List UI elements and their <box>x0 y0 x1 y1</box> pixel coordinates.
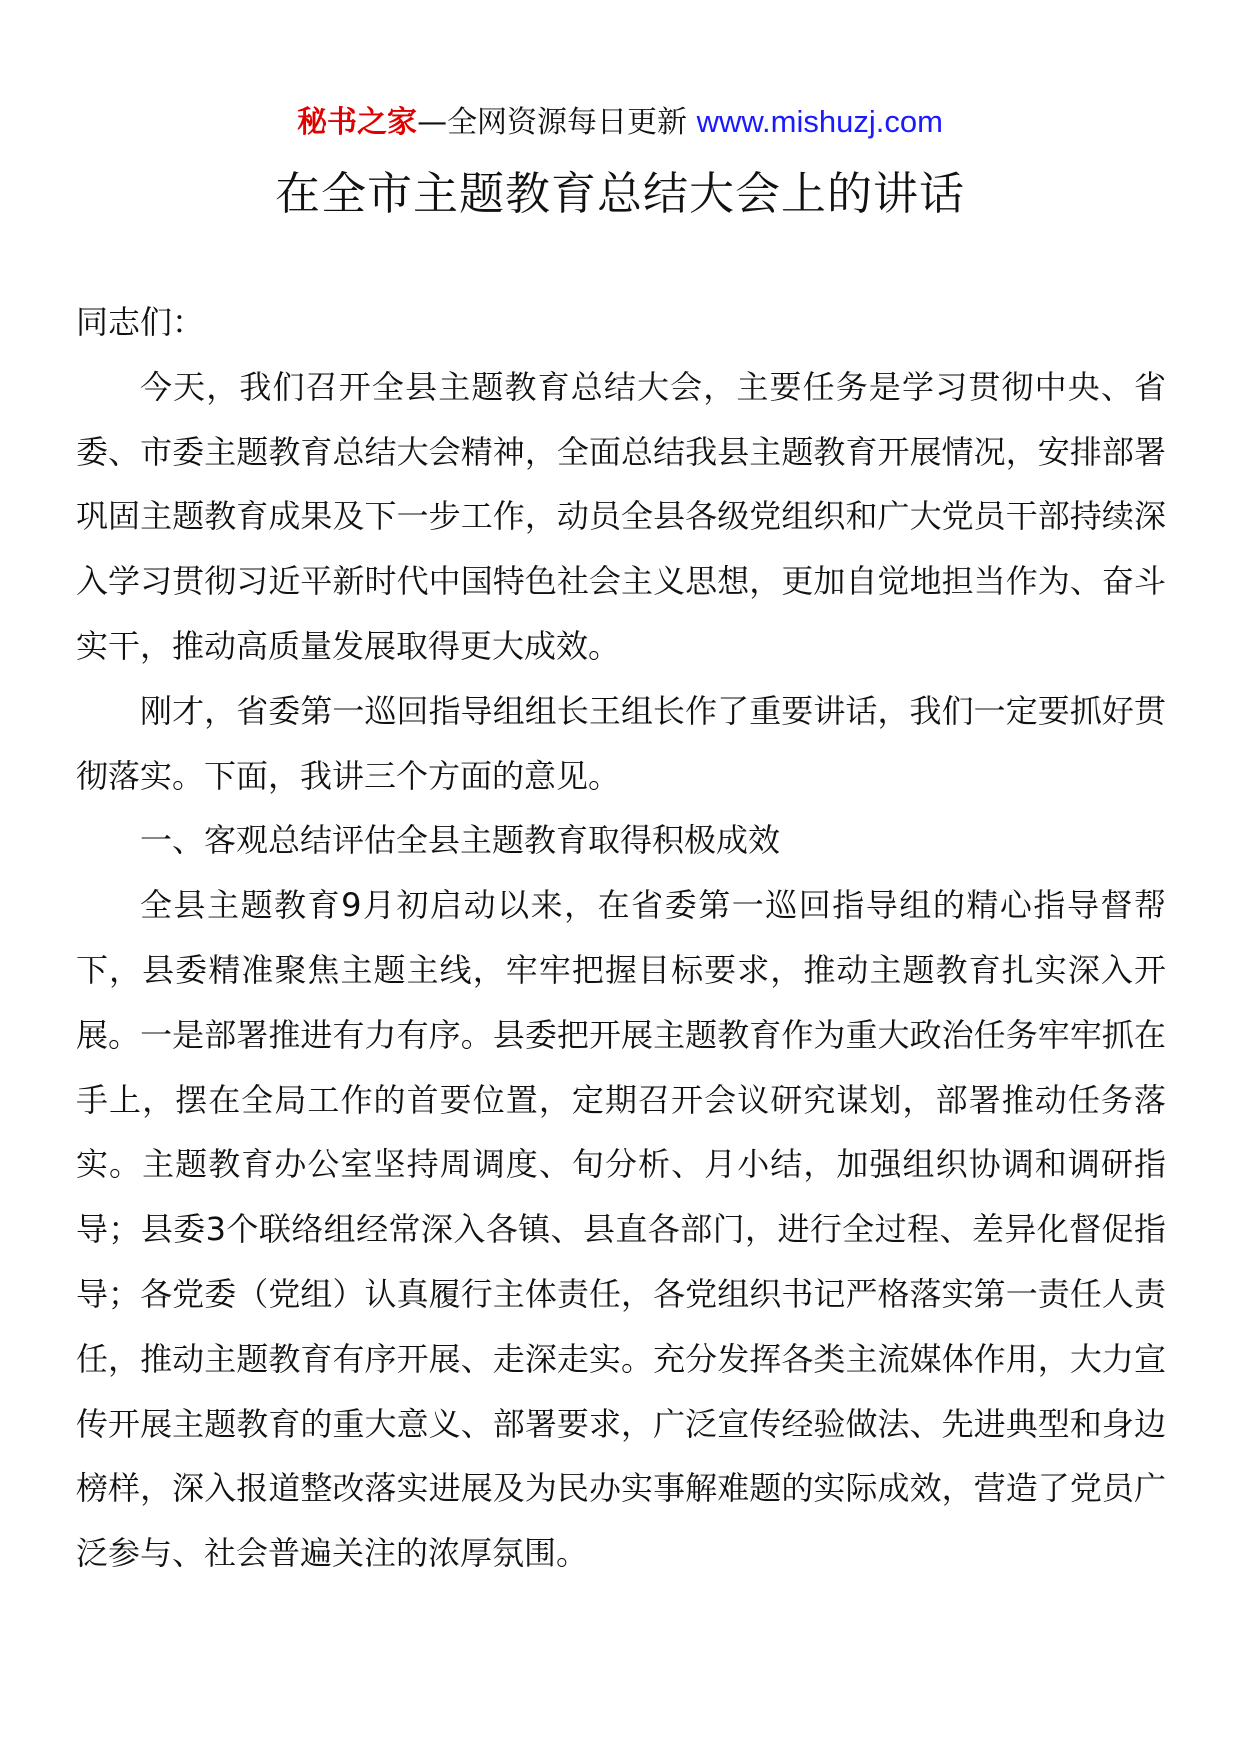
document-title: 在全市主题教育总结大会上的讲话 <box>274 167 965 220</box>
site-tagline: —全网资源每日更新 <box>417 105 697 140</box>
salutation: 同志们： <box>76 303 205 341</box>
paragraph-section-1: 全县主题教育9月初启动以来，在省委第一巡回指导组的精心指导督帮下，县委精准聚焦主题主线，牢牢把握目标要求，推动主题教育扎实深入开展。一是部署推进有力有序。县委把开展主题教育作为重大政治任务牢牢抓在手上，摆在全局工作的首要位置，定期召开会议研究谋划，部署推动任务落实。主题教育办公室坚持周调度、旬分析、月小结，加强组织协调和调研指导；县委3个联络组经常深入各镇、县直各部门，进行全过程、差异化督促指导；各党委（党组）认真履行主体责任，各党组织书记严格落实第一责任人责任，推动主题教育有序开展、走深走实。充分发挥各类主流媒体作用，大力宣传开展主题教育的重大意义、部署要求，广泛宣传经验做法、先进典型和身边榜样，深入报道整改落实进展及为民办实事解难题的实际成效，营造了党员广泛参与、社会普遍关注的浓厚氛围。 <box>76 886 1166 1573</box>
site-brand: 秘书之家 <box>297 105 418 140</box>
paragraph-transition: 刚才，省委第一巡回指导组组长王组长作了重要讲话，我们一定要抓好贯彻落实。下面，我讲三个方面的意见。 <box>76 691 1166 795</box>
document-body <box>76 290 1166 1586</box>
section-heading-1: 一、客观总结评估全县主题教育取得积极成效 <box>140 821 781 860</box>
site-url-link[interactable]: www.mishuzj.com <box>696 104 943 139</box>
site-header <box>0 100 1240 145</box>
paragraph-intro: 今天，我们召开全县主题教育总结大会，主要任务是学习贯彻中央、省委、市委主题教育总结大会精神，全面总结我县主题教育开展情况，安排部署巩固主题教育成果及下一步工作，动员全县各级党组织和广大党员干部持续深入学习贯彻习近平新时代中国特色社会主义思想，更加自觉地担当作为、奋斗实干，推动高质量发展取得更大成效。 <box>76 367 1166 665</box>
